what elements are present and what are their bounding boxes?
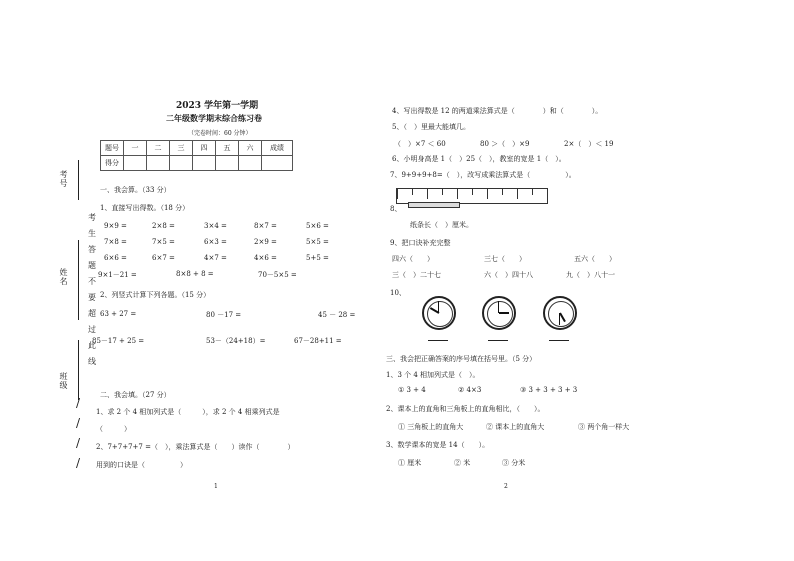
score-cell: 成绩 [262, 141, 293, 156]
question-item: 80 ＞（ ）×9 [480, 140, 530, 148]
score-cell: 三 [170, 141, 193, 156]
rhyme-item: 六（ ）四十八 [484, 271, 533, 279]
score-table-score-row [101, 156, 293, 171]
question-item: 2×（ ）＜ 19 [564, 140, 614, 148]
choice-option: ③ 分米 [502, 459, 526, 467]
question: （ ） [96, 425, 131, 433]
section-heading: 二、我会填。（27 分） [100, 391, 171, 399]
binding-line [78, 340, 79, 400]
warning-char: 答 [88, 245, 96, 254]
problem: 8×8 + 8 = [176, 270, 214, 278]
score-cell: 一 [124, 141, 147, 156]
problem: 53－（24+18）= [206, 337, 266, 345]
subsection-heading: 2、列竖式计算下列各题。（15 分） [100, 291, 211, 299]
question: 10、 [390, 289, 406, 297]
score-cell: 四 [193, 141, 216, 156]
question: 9、把口诀补充完整 [390, 239, 451, 247]
answer-line [428, 340, 448, 341]
binding-slash: / [76, 396, 81, 410]
warning-char: 考 [88, 213, 96, 222]
problem: 9×9 = [104, 222, 127, 230]
score-input-cell[interactable] [262, 156, 293, 171]
warning-char: 此 [88, 341, 96, 350]
page-number: 1 [214, 483, 218, 490]
warning-char: 超 [88, 309, 96, 318]
clock-face [482, 296, 516, 330]
warning-char: 题 [88, 261, 96, 270]
paper-strip [408, 202, 460, 208]
answer-line [549, 340, 569, 341]
binding-slash: / [76, 416, 81, 430]
score-input-cell[interactable] [193, 156, 216, 171]
rhyme-item: 三七（ ） [484, 255, 526, 263]
score-cell: 题号 [101, 141, 124, 156]
binding-line [78, 240, 79, 320]
choice-question: 1、3 个 4 相加列式是（ ）。 [386, 371, 480, 379]
kaohao-label: 考号 [59, 170, 68, 188]
score-table-header-row [101, 141, 293, 156]
problem: 9×1－21 = [98, 271, 137, 279]
binding-line [78, 160, 79, 200]
binding-slash: / [76, 456, 81, 470]
question: 5、（ ）里最大能填几。 [392, 123, 470, 131]
section-heading: 一、我会算。（33 分） [100, 186, 171, 194]
score-cell: 二 [147, 141, 170, 156]
problem: 80 －17 = [206, 311, 242, 319]
problem: 4×7 = [204, 254, 227, 262]
score-input-cell[interactable] [170, 156, 193, 171]
question: 7、9+9+9+8=（ ），改写成乘法算式是（ ）。 [390, 171, 576, 179]
class-label: 班级 [59, 372, 68, 390]
page-number: 2 [504, 483, 508, 490]
page-title: 二年级数学期末综合练习卷 [166, 113, 262, 123]
warning-char: 要 [88, 293, 96, 302]
problem: 2×9 = [254, 238, 277, 246]
problem: 2×8 = [152, 222, 175, 230]
problem: 5×5 = [306, 238, 329, 246]
choice-question: 2、课本上的直角和三角板上的直角相比，（ ）。 [386, 405, 545, 413]
choice-question: 3、数学课本的宽是 14（ ）。 [386, 441, 490, 449]
clock-face [422, 296, 456, 330]
choice-option: ② 课本上的直角大 [486, 423, 545, 431]
warning-char: 不 [88, 277, 96, 286]
problem: 3×4 = [204, 222, 227, 230]
question: 用到的口诀是（ ） [96, 461, 187, 469]
score-input-cell[interactable] [124, 156, 147, 171]
rhyme-item: 四六（ ） [392, 255, 434, 263]
warning-char: 过 [88, 325, 96, 334]
section-heading: 三、我会把正确答案的序号填在括号里。（5 分） [386, 355, 537, 363]
problem: 70－5×5 = [258, 271, 297, 279]
problem: 7×5 = [152, 238, 175, 246]
choice-option: ② 4×3 [458, 386, 482, 394]
choice-option: ① 3 + 4 [398, 386, 426, 394]
choice-option: ① 三角板上的直角大 [398, 423, 464, 431]
term-title: 2023 学年第一学期 [176, 101, 259, 111]
problem: 4×6 = [254, 254, 277, 262]
rhyme-item: 三（ ）二十七 [392, 271, 441, 279]
question: 6、小明身高是 1（ ）25（ ），教室的宽是 1（ ）。 [392, 155, 566, 163]
problem: 67－28+11 = [294, 337, 342, 345]
subsection-heading: 1、直接写出得数。（18 分） [100, 204, 190, 212]
problem: 5×6 = [306, 222, 329, 230]
question: 8、 [390, 205, 402, 213]
time-note: （完卷时间：60 分钟） [188, 130, 252, 137]
problem: 6×3 = [204, 238, 227, 246]
rhyme-item: 五六（ ） [574, 255, 616, 263]
warning-char: 生 [88, 229, 96, 238]
question: 1、求 2 个 4 相加列式是（ ），求 2 个 4 相乘列式是 [96, 408, 280, 416]
choice-option: ① 厘米 [398, 459, 422, 467]
strip-question: 纸条长（ ）厘米。 [410, 221, 473, 229]
score-cell: 得分 [101, 156, 124, 171]
clock-face [543, 296, 577, 330]
binding-slash: / [76, 436, 81, 450]
rhyme-item: 九（ ）八十一 [566, 271, 615, 279]
name-label: 姓名 [59, 268, 68, 286]
question: 2、7+7+7+7 =（ ），乘法算式是（ ）读作（ ） [96, 443, 295, 451]
problem: 6×6 = [104, 254, 127, 262]
score-table [100, 140, 293, 171]
question-item: （ ）×7 ＜ 60 [394, 140, 446, 148]
question: 4、写出得数是 12 的两道乘法算式是（ ）和（ ）。 [392, 107, 603, 115]
score-cell: 五 [216, 141, 239, 156]
score-input-cell[interactable] [239, 156, 262, 171]
problem: 85－17 + 25 = [92, 337, 145, 345]
choice-option: ② 米 [454, 459, 471, 467]
answer-line [488, 340, 508, 341]
score-cell: 六 [239, 141, 262, 156]
problem: 5+5 = [306, 254, 329, 262]
problem: 7×8 = [104, 238, 127, 246]
score-input-cell[interactable] [216, 156, 239, 171]
warning-char: 线 [88, 357, 96, 366]
choice-option: ③ 3 + 3 + 3 + 3 [520, 386, 578, 394]
problem: 45 － 28 = [318, 311, 356, 319]
score-input-cell[interactable] [147, 156, 170, 171]
problem: 6×7 = [152, 254, 175, 262]
choice-option: ③ 两个角一样大 [578, 423, 630, 431]
problem: 8×7 = [254, 222, 277, 230]
problem: 63 + 27 = [100, 310, 137, 318]
